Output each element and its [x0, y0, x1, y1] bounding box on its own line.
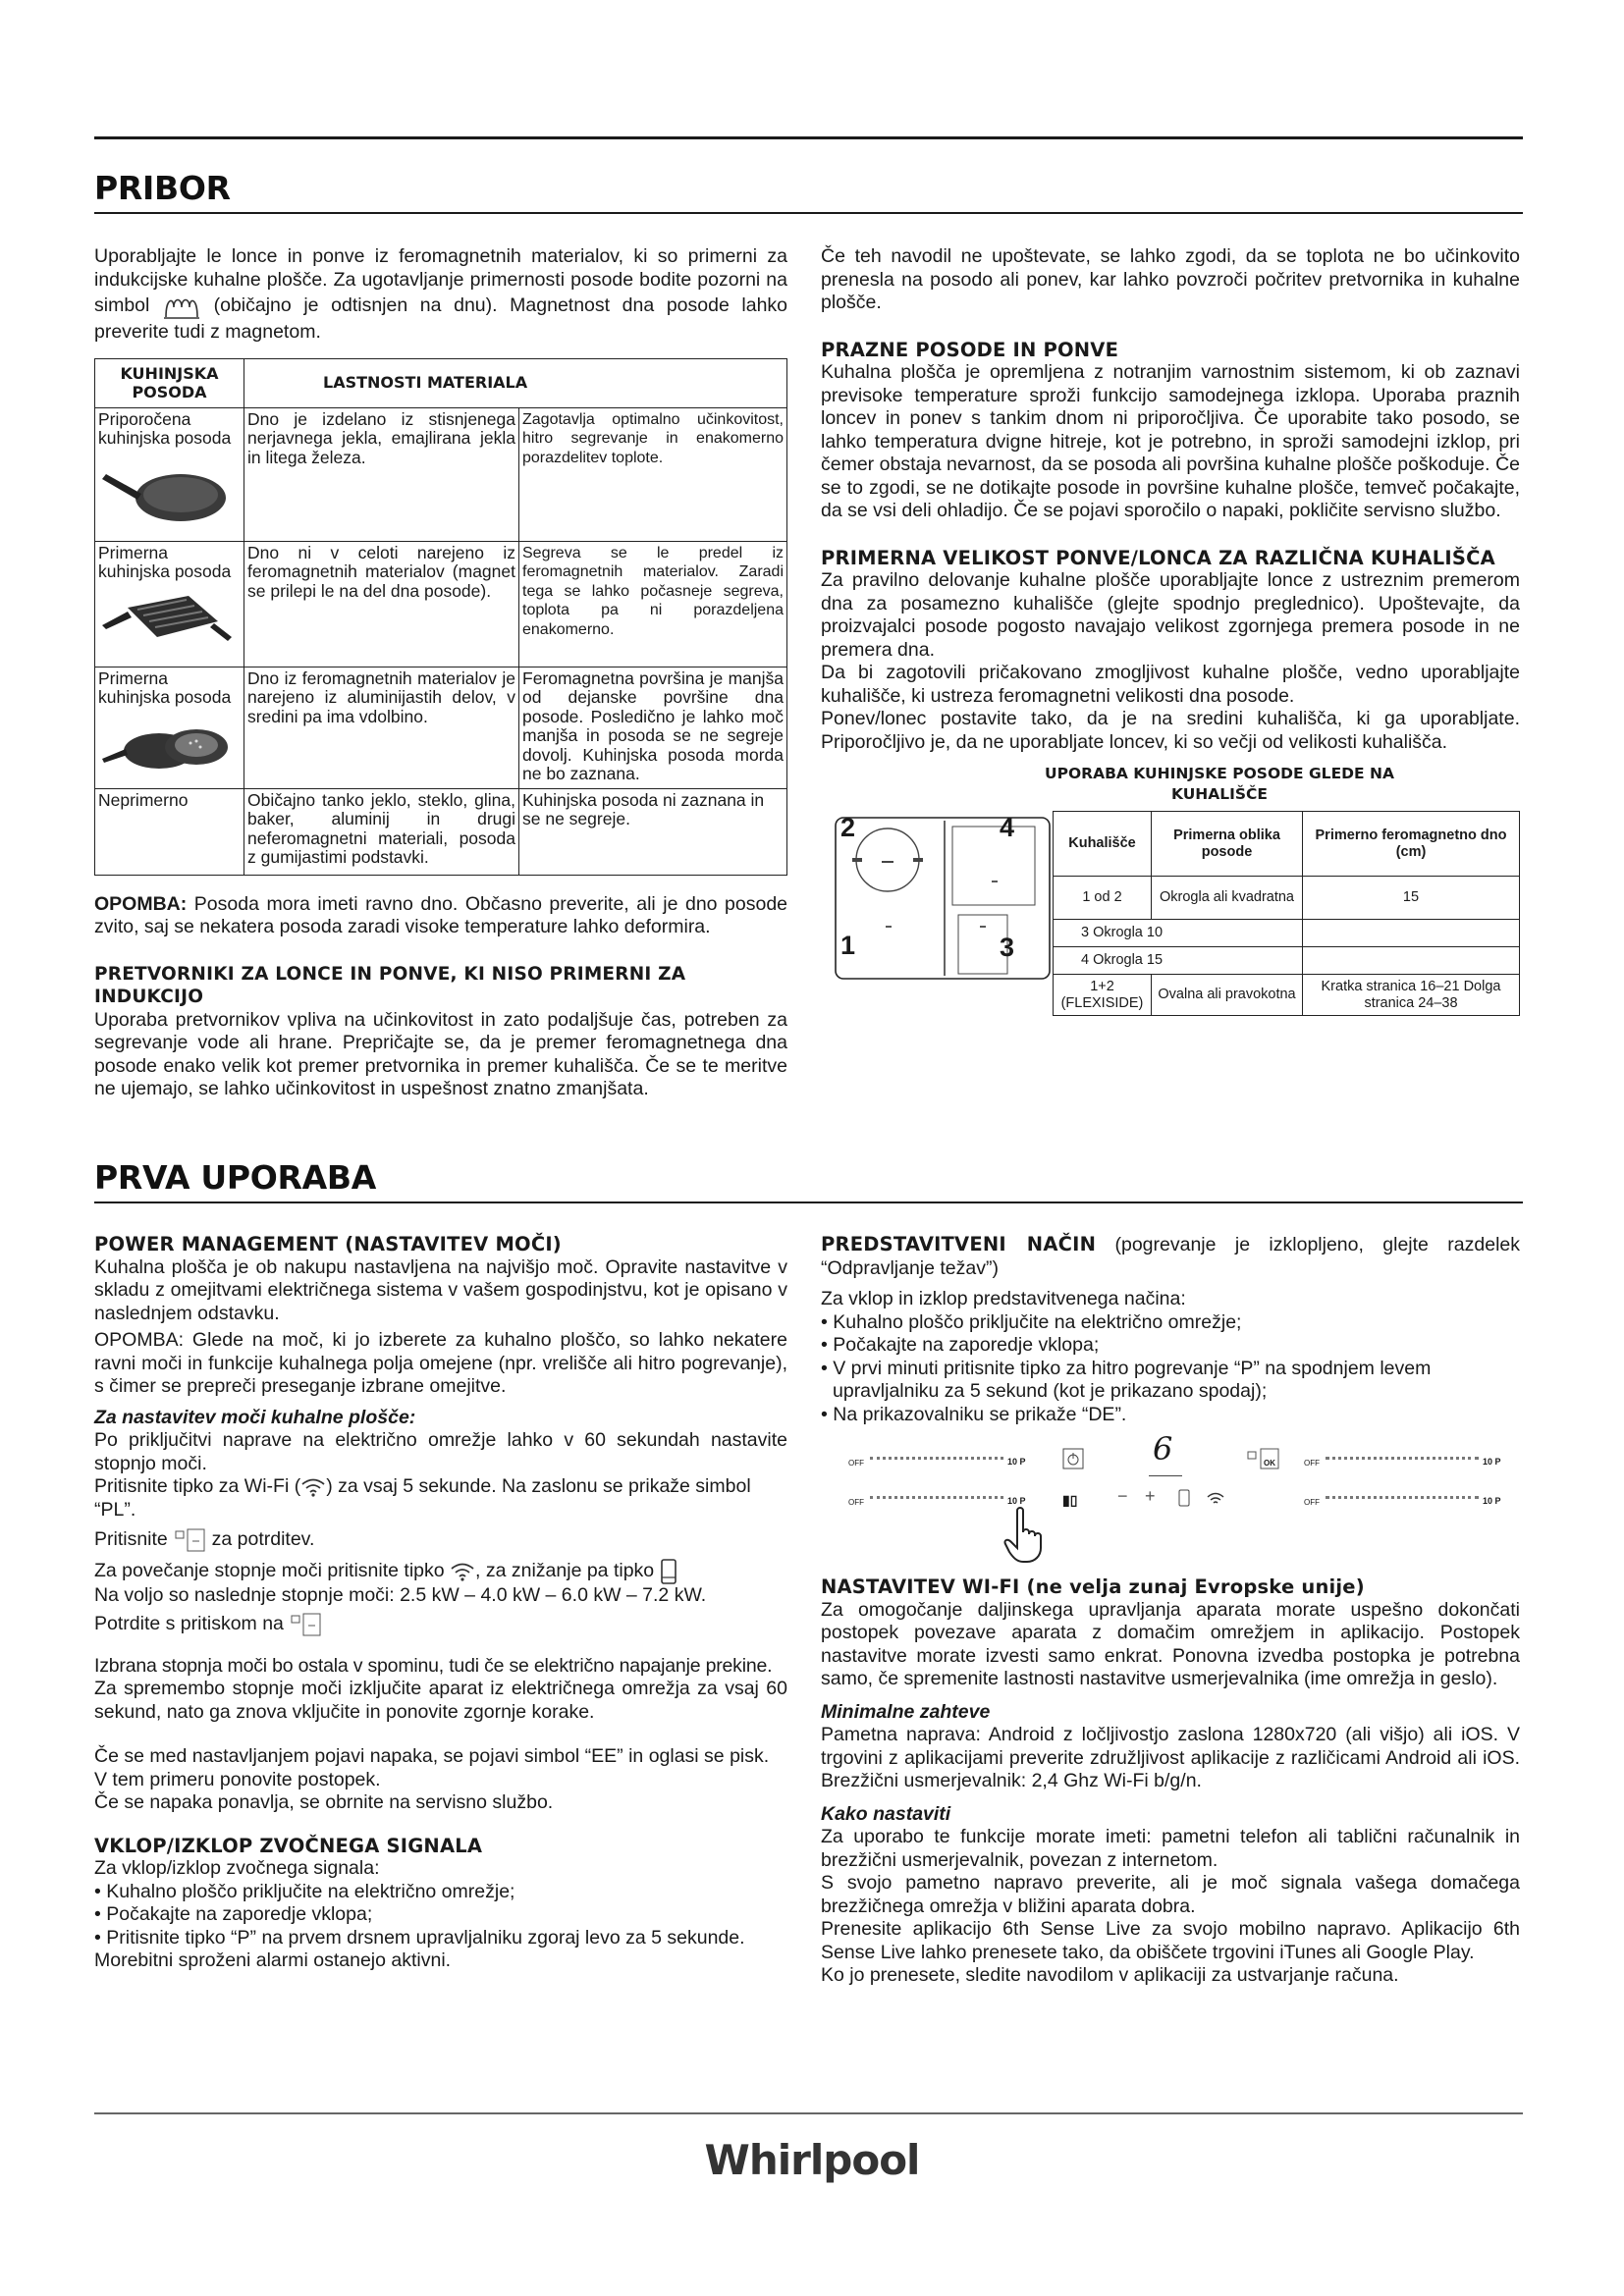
slider-top-right — [1326, 1457, 1479, 1460]
slider-bottom-left — [870, 1496, 1003, 1499]
pribor-intro-a: Uporabljajte le lonce in ponve iz feromagnetnih materialov, ki so primerni za indukcijske kuhalne plošče. Za ugotavljanje primernosti posode bodite pozorni na simbol — [94, 245, 787, 317]
pribor-right-intro: Če teh navodil ne upoštevate, se lahko zgodi, da se toplota ne bo učinkovito prenesla na posodo ali ponev, kar lahko povzroči počritev pretvornika in kuhalne plošče. — [821, 245, 1520, 313]
demo-heading: PREDSTAVITVENI NAČIN (pogrevanje je izklopljeno, glejte razdelek “Odpravljanje težav”) — [821, 1233, 1520, 1279]
grill-pan-icon — [98, 586, 236, 655]
zone-label-3: 3 — [1000, 933, 1015, 962]
size-text-1: Za pravilno delovanje kuhalne plošče uporabljajte lonce z ustreznim premerom dna za posamezno kuhališče (glejte spodnjo preglednico). Upoštevajte, da proizvajalci posode pogosto navajajo velikost zgornjega premera posode in ne premera dna. — [821, 569, 1520, 661]
row-effect: Segreva se le predel iz feromagnetnih materialov. Zaradi tega se lahko počasneje segreva, toplota pa ni porazdeljena enakomerno. — [519, 541, 787, 667]
table-row — [95, 667, 787, 788]
beep-title: VKLOP/IZKLOP ZVOČNEGA SIGNALA — [94, 1834, 483, 1857]
pm-p2: OPOMBA: Glede na moč, ki jo izberete za kuhalno ploščo, so lahko nekatere ravni moči in funkcije kuhalnega polja omejene (npr. vrelišče ali hitro pogrevanje), s čimer se prepreči preseganje izbrane omejitve. — [94, 1329, 787, 1397]
pm-p6: Za povečanje stopnje moči pritisnite tipko , za znižanje pa tipko — [94, 1559, 787, 1584]
pm-p7: Na voljo so naslednje stopnje moči: 2.5 kW – 4.0 kW – 6.0 kW – 7.2 kW. — [94, 1584, 707, 1606]
how-p1: Za uporabo te funkcije morate imeti: pametni telefon ali tablični računalnik in brezžični usmerjevalnik, povezan z internetom. — [821, 1826, 1520, 1871]
size-table-title: UPORABA KUHINJSKE POSODE GLEDE NA KUHALIŠČE — [1045, 765, 1394, 803]
size-table-header — [1054, 812, 1520, 877]
req-text: Pametna naprava: Android z ločljivostjo zaslona 1280x720 (ali višjo) ali iOS. V trgovini z aplikacijami preverite združljivost aplikacije z različicami Android ali iOS. Brezžični usmerjevalnik: 2,4 Ghz Wi-Fi b/g/n. — [821, 1724, 1520, 1791]
section-title-prva-uporaba: PRVA UPORABA — [94, 1158, 377, 1197]
col-kuhinjska-posoda: KUHINJSKA POSODA — [95, 358, 244, 407]
pm-p10: Za spremembo stopnje moči izključite aparat iz električnega omrežja za vsaj 60 sekund, nato ga znova vključite in ponovite zgornje korake. — [94, 1678, 787, 1723]
wifi-p1: Za omogočanje daljinskega upravljanja aparata morate uspešno dokončati postopek povezave aparata z domačim omrežjem in aplikacijo. Postopek nastavitve morate izvesti samo enkrat. Ponovna izvedba postopka je potrebna samo, če spremenite lastnosti nastavitve usmerjevalnika (ime omrežja in geslo). — [821, 1598, 1520, 1689]
adapters-text: Uporaba pretvornikov vpliva na učinkovitost in zato podaljšuje čas, potreben za segrevanje vode ali hrane. Prepričajte se, da je premer feromagnetnega dna posode enako velik kot premer pretvornika in premer kuhališča. Če se te meritve ne ujemajo, se lahko učinkovitost in uspešnost znatno zmanjšata. — [94, 1008, 787, 1099]
lock-ok-key-icon — [173, 1527, 206, 1553]
pm-p9: Izbrana stopnja moči bo ostala v spominu, tudi če se električno napajanje prekine. — [94, 1654, 773, 1677]
table-row: 1 od 2 Okrogla ali kvadratna 15 — [1054, 877, 1520, 920]
cookware-table — [94, 358, 787, 876]
frying-pan-icon — [98, 453, 236, 529]
col-lastnosti-materiala: LASTNOSTI MATERIALA — [244, 358, 787, 407]
size-text-2: Da bi zagotovili pričakovano zmogljivost kuhalne plošče, vedno uporabljajte kuhališče, ki ustreza feromagnetni velikosti dna posode. — [821, 662, 1520, 707]
cookware-table-header — [95, 358, 787, 407]
top-rule — [94, 136, 1523, 139]
row-material: Običajno tanko jeklo, steklo, glina, baker, aluminij in drugi neferomagnetni materiali, posoda z gumijastimi podstavki. — [244, 788, 519, 875]
control-panel-diagram: OFF 10 P OFF 10 P 6 OK ▮▯ − + OFF 10 P OFF 10 P — [821, 1438, 1520, 1575]
how-title: Kako nastaviti — [821, 1802, 951, 1825]
wifi-icon — [300, 1477, 326, 1497]
ok-label: OK — [1264, 1459, 1275, 1468]
table-row — [95, 541, 787, 667]
pm-p5: Pritisnite za potrditev. — [94, 1527, 787, 1553]
header-oblika: Primerna oblika posode — [1152, 812, 1303, 877]
demo-title: PREDSTAVITVENI NAČIN — [821, 1233, 1097, 1255]
beep-list: Za vklop/izklop zvočnega signala: • Kuhalno ploščo priključite na električno omrežje; • Počakajte na zaporedje vklopa; • Pritisnite tipko “P” na prvem drsnem upravljalniku zgoraj levo za 5 sekunde. Morebitni sproženi alarmi ostanejo aktivni. — [94, 1857, 745, 1971]
hob-zones-diagram — [835, 813, 1051, 980]
row-material: Dno ni v celoti narejeno iz feromagnetnih materialov (magnet se prilepi le na del dna posode). — [244, 541, 519, 667]
prva-title-rule — [94, 1201, 1523, 1203]
plus-icon[interactable]: + — [1145, 1486, 1156, 1506]
wifi-title: NASTAVITEV WI-FI (ne velja zunaj Evropske unije) — [821, 1575, 1365, 1598]
pribor-note: OPOMBA: Posoda mora imeti ravno dno. Občasno preverite, ali je dno posode zvito, saj se nekatera posoda zaradi visoke temperature lahko deformira. — [94, 892, 788, 937]
minus-icon[interactable]: − — [1117, 1486, 1128, 1506]
pans-icon — [98, 712, 236, 780]
phone-down-icon — [660, 1559, 677, 1584]
row-effect: Zagotavlja optimalno učinkovitost, hitro segrevanje in enakomerno porazdelitev toplote. — [519, 407, 787, 541]
row-material: Dno iz feromagnetnih materialov je narejeno iz aluminijastih delov, v sredini pa ima vdolbino. — [244, 667, 519, 788]
row-material: Dno je izdelano iz stisnjenega nerjavnega jekla, emajlirana jekla in litega železa. — [244, 407, 519, 541]
slider-top-left — [870, 1457, 1003, 1460]
empty-pans-title: PRAZNE POSODE IN PONVE — [821, 338, 1119, 361]
header-dno: Primerno feromagnetno dno (cm) — [1303, 812, 1520, 877]
row-type: Priporočena kuhinjska posoda — [95, 407, 244, 541]
how-p3: Prenesite aplikacijo 6th Sense Live za svojo mobilno napravo. Aplikacijo 6th Sense Live lahko prenesete tako, da obiščete trgovini iTunes ali Google Play. — [821, 1918, 1520, 1963]
row-type: Primerna kuhinjska posoda — [95, 541, 244, 667]
how-p4: Ko jo prenesete, sledite navodilom v aplikaciji za ustvarjanje računa. — [821, 1964, 1399, 1986]
hand-pointer-icon — [1003, 1507, 1047, 1564]
size-text-3: Ponev/lonec postavite tako, da je na sredini kuhališča, ki ga uporabljate. Priporočljivo je, da ne uporabljate loncev, ki so večji od velikosti kuhališča. — [821, 708, 1520, 753]
pribor-left-column — [94, 245, 787, 1101]
zone-label-4: 4 — [1000, 813, 1015, 842]
size-table — [1053, 811, 1520, 1016]
induction-coil-icon — [162, 292, 201, 321]
adapters-title: PRETVORNIKI ZA LONCE IN PONVE, KI NISO PRIMERNI ZA INDUKCIJO — [94, 963, 686, 1007]
power-icon[interactable] — [1062, 1448, 1084, 1469]
pribor-title-rule — [94, 212, 1523, 214]
prva-left-column — [94, 1233, 787, 1973]
wifi-up-icon — [450, 1562, 475, 1581]
row-type: Neprimerno — [95, 788, 244, 875]
pm-p13: Če se napaka ponavlja, se obrnite na servisno službo. — [94, 1791, 554, 1813]
table-row — [95, 407, 787, 541]
footer-rule — [94, 2112, 1523, 2114]
pribor-intro-b: (običajno je odtisnjen na dnu). Magnetnost dna posode lahko preverite tudi z magnetom. — [94, 294, 788, 343]
pribor-right-column — [821, 245, 1520, 1039]
prva-right-column — [821, 1233, 1520, 1988]
table-row: 3 Okrogla 10 — [1054, 920, 1520, 947]
table-row: 4 Okrogla 15 — [1054, 947, 1520, 975]
pm-p1: Kuhalna plošča je ob nakupu nastavljena na najvišjo moč. Opravite nastavitve v skladu z omejitvami električnega sistema v vašem gospodinjstvu, kot je opisano v naslednjem odstavku. — [94, 1255, 787, 1324]
brand-logo: Whirlpool — [704, 2136, 920, 2184]
row-effect: Feromagnetna površina je manjša od dejanske površine dna posode. Posledično je lahko moč manjša in posoda se ne segreje dovolj. Kuhinjska posoda morda ne bo zaznana. — [519, 667, 787, 788]
phone-icon[interactable] — [1178, 1489, 1190, 1507]
req-title: Minimalne zahteve — [821, 1700, 991, 1723]
empty-pans-text: Kuhalna plošča je opremljena z notranjim varnostnim sistemom, ki ob zaznavi previsoke temperature sproži funkcijo samodejnega izklopa. Uporaba praznih loncev in ponev s tankim dnom ni priporočljiva. Če uporabite tako posodo, se lahko temperatura dvigne hitreje, kot je potrebno, in sproži samodejni izklop, pri čemer obstaja nevarnost, da se posoda ali površina kuhalne plošče poškoduje. Če se to zgodi, se ne dotikajte posode in površine kuhalne plošče, temveč počakajte, da se vsi deli ohladijo. Če se pojavi sporočilo o napaki, pokličite servisno službo. — [821, 361, 1520, 521]
pause-icon[interactable]: ▮▯ — [1062, 1492, 1078, 1508]
table-row — [95, 788, 787, 875]
pm-p12: V tem primeru ponovite postopek. — [94, 1768, 381, 1790]
pribor-intro — [94, 245, 787, 345]
pm-subtitle: Za nastavitev moči kuhalne plošče: — [94, 1406, 416, 1428]
pm-title: POWER MANAGEMENT (NASTAVITEV MOČI) — [94, 1233, 562, 1255]
slider-bottom-right — [1326, 1496, 1479, 1499]
pm-p8: Potrdite s pritiskom na — [94, 1612, 787, 1637]
lock-ok-confirm-icon — [289, 1612, 322, 1637]
section-title-pribor: PRIBOR — [94, 169, 231, 207]
zone-label-2: 2 — [840, 813, 856, 842]
sense-underline — [1149, 1475, 1182, 1476]
row-effect: Kuhinjska posoda ni zaznana in se ne segreje. — [519, 788, 787, 875]
row-type: Primerna kuhinjska posoda — [95, 667, 244, 788]
zone-label-1: 1 — [840, 931, 856, 960]
size-figure — [821, 811, 1520, 1039]
sixth-sense-icon[interactable]: 6 — [1153, 1430, 1173, 1468]
pm-p11: Če se med nastavljanjem pojavi napaka, se pojavi simbol “EE” in oglasi se pisk. — [94, 1745, 770, 1767]
how-p2: S svojo pametno napravo preverite, ali je moč signala vašega domačega brezžičnega omrežja v bližini aparata dobra. — [821, 1872, 1520, 1917]
header-kuhalisce: Kuhališče — [1054, 812, 1152, 877]
pm-p4: Pritisnite tipko za Wi-Fi ( ) za vsaj 5 sekunde. Na zaslonu se prikaže simbol “PL”. — [94, 1475, 751, 1521]
size-title: PRIMERNA VELIKOST PONVE/LONCA ZA RAZLIČNA KUHALIŠČA — [821, 546, 1495, 569]
pm-p3: Po priključitvi naprave na električno omrežje lahko v 60 sekundah nastavite stopnjo moči. — [94, 1429, 787, 1474]
demo-list: Za vklop in izklop predstavitvenega načina: • Kuhalno ploščo priključite na električno omrežje; • Počakajte na zaporedje vklopa; • V prvi minuti pritisnite tipko za hitro pogrevanje “P” na spodnjem levem upravljalniku za 5 sekund (kot je prikazano spodaj); • Na prikazovalniku se prikaže “DE”. — [821, 1288, 1432, 1425]
wifi-panel-icon[interactable] — [1206, 1491, 1225, 1507]
table-row: 1+2 (FLEXISIDE) Ovalna ali pravokotna Kratka stranica 16–21 Dolga stranica 24–38 — [1054, 975, 1520, 1016]
